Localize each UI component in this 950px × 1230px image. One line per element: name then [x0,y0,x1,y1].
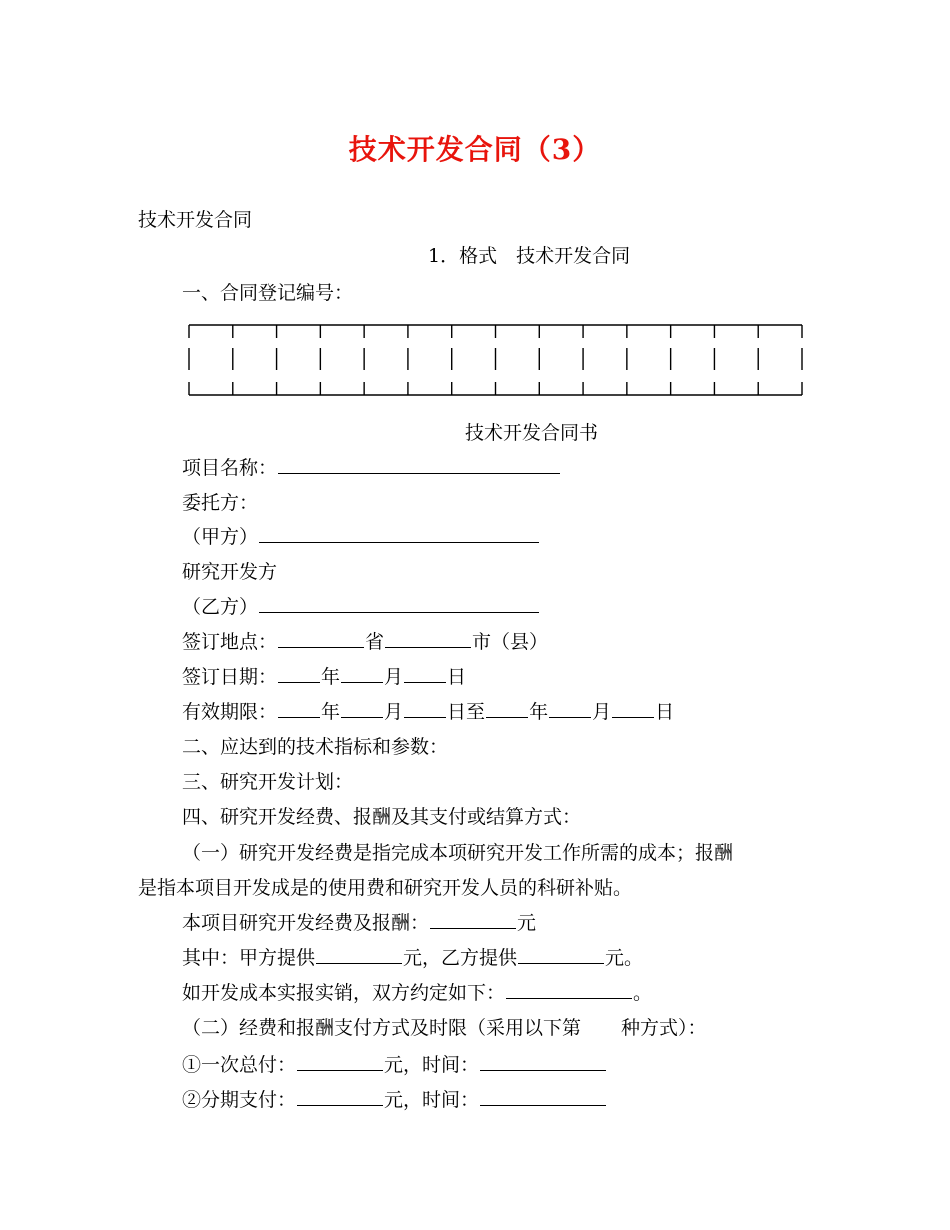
valid-to-day-blank[interactable] [612,699,654,718]
valid-from-month-label: 月 [384,701,404,723]
payment-option-1-label: ①一次总付： [182,1054,297,1076]
payment-option-2-time-blank[interactable] [480,1087,606,1106]
party-b-blank[interactable] [259,594,539,613]
valid-to-year-blank[interactable] [486,699,528,718]
party-a-line [182,524,540,550]
fee-total-line [182,910,536,936]
payment-method-after: 种方式）： [621,1017,707,1039]
province-blank[interactable] [278,629,364,648]
party-a-label: （甲方） [182,526,259,548]
project-name-blank[interactable] [278,455,560,474]
sign-day-blank[interactable] [404,664,446,683]
payment-option-2 [182,1087,607,1113]
doc-subtitle: 技术开发合同 [138,209,253,231]
party-a-fee-blank[interactable] [316,945,402,964]
sign-day-label: 日 [447,666,467,688]
party-a-blank[interactable] [259,524,539,543]
party-b-label: （乙方） [182,596,259,618]
valid-to-day-label: 日 [655,701,675,723]
actual-cost-end: 。 [633,982,653,1004]
valid-to-month-label: 月 [592,701,612,723]
client-label: 委托方： [182,492,259,514]
validity-line [182,699,674,725]
payment-option-2-unit: 元，时间： [384,1089,480,1111]
payment-option-2-label: ②分期支付： [182,1089,297,1111]
actual-cost-line [182,980,652,1006]
section-2-heading: 二、应达到的技术指标和参数： [182,736,449,758]
city-label: 市（县） [472,631,549,653]
sign-place-line [182,629,548,655]
sign-month-label: 月 [384,666,404,688]
registration-number-label: 一、合同登记编号： [182,282,354,304]
party-b-line [182,594,540,620]
city-blank[interactable] [385,629,471,648]
valid-from-month-blank[interactable] [341,699,383,718]
province-label: 省 [365,631,385,653]
validity-label: 有效期限： [182,701,278,723]
actual-cost-blank[interactable] [506,980,632,999]
valid-to-month-blank[interactable] [549,699,591,718]
payment-option-1 [182,1052,607,1078]
section-3-heading: 三、研究开发计划： [182,771,354,793]
sign-year-label: 年 [321,666,341,688]
sign-date-label: 签订日期： [182,666,278,688]
contract-book-heading: 技术开发合同书 [465,422,599,444]
payment-option-2-amount-blank[interactable] [297,1087,383,1106]
payment-method-before: （二）经费和报酬支付方式及时限（采用以下第 [182,1017,582,1039]
valid-from-day-blank[interactable] [404,699,446,718]
sign-month-blank[interactable] [341,664,383,683]
valid-day-to-label: 日至 [447,701,486,723]
section-4-heading: 四、研究开发经费、报酬及其支付或结算方式： [182,806,582,828]
payment-option-1-time-blank[interactable] [480,1052,606,1071]
sign-place-label: 签订地点： [182,631,278,653]
sign-date-line [182,664,466,690]
sign-year-blank[interactable] [278,664,320,683]
valid-to-year-label: 年 [529,701,549,723]
fee-split-label: 其中：甲方提供 [182,947,316,969]
paragraph-1-line-1: （一）研究开发经费是指完成本项研究开发工作所需的成本；报酬 [182,842,734,864]
party-b-fee-unit: 元。 [605,947,644,969]
format-line: 1．格式 技术开发合同 [428,245,631,267]
fee-total-label: 本项目研究开发经费及报酬： [182,912,430,934]
party-b-fee-blank[interactable] [518,945,604,964]
registration-number-grid [188,320,806,400]
payment-option-1-unit: 元，时间： [384,1054,480,1076]
payment-method-line [182,1015,707,1041]
paragraph-1-line-2: 是指本项目开发成是的使用费和研究开发人员的科研补贴。 [138,877,633,899]
project-name-line [182,455,561,481]
fee-total-blank[interactable] [430,910,516,929]
valid-from-year-blank[interactable] [278,699,320,718]
payment-option-1-amount-blank[interactable] [297,1052,383,1071]
valid-from-year-label: 年 [321,701,341,723]
party-a-fee-unit: 元，乙方提供 [403,947,518,969]
fee-total-unit: 元 [517,912,537,934]
developer-label: 研究开发方 [182,561,278,583]
document-title: 技术开发合同（3） [348,133,602,166]
actual-cost-label: 如开发成本实报实销，双方约定如下： [182,982,506,1004]
project-name-label: 项目名称： [182,457,278,479]
fee-split-line [182,945,643,971]
